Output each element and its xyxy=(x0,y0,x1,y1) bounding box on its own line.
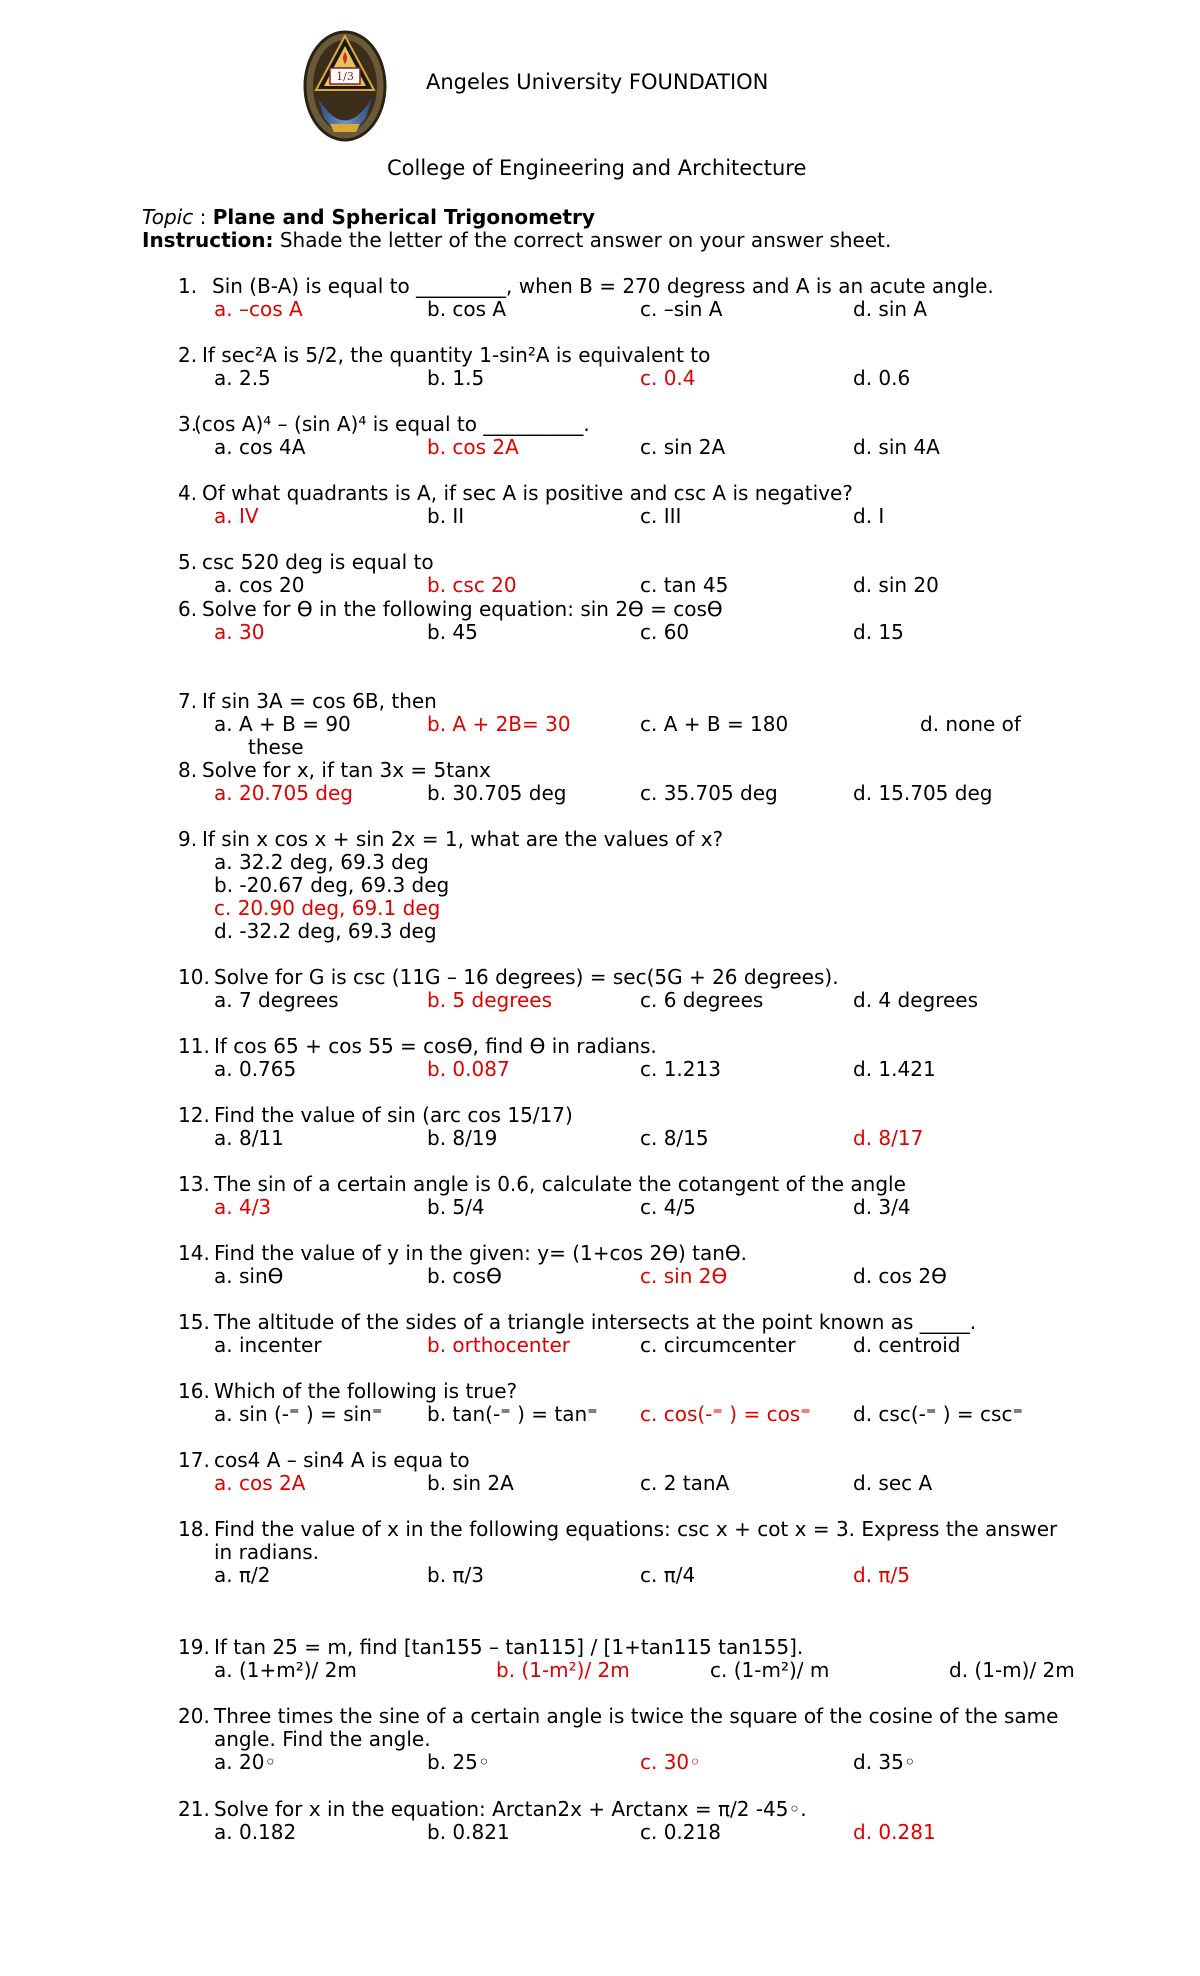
question-number: 20. xyxy=(178,1704,210,1728)
answer-option-a[interactable]: a. IV xyxy=(214,504,259,528)
question-number: 19. xyxy=(178,1635,210,1659)
answer-option-d[interactable]: d. sin 4A xyxy=(853,435,940,459)
answer-option-b[interactable]: b. cosϴ xyxy=(427,1264,502,1288)
answer-option-b[interactable]: b. orthocenter xyxy=(427,1333,570,1357)
answer-option-b[interactable]: b. tan(-⁼ ) = tan⁼ xyxy=(427,1402,598,1426)
answer-option-b[interactable]: b. 5/4 xyxy=(427,1195,485,1219)
question-number: 5. xyxy=(178,550,198,574)
question-number: 17. xyxy=(178,1448,210,1472)
answer-option-b[interactable]: b. 0.087 xyxy=(427,1057,510,1081)
answer-option-a[interactable]: a. 32.2 deg, 69.3 deg xyxy=(214,850,429,874)
answer-option-d[interactable]: d. π/5 xyxy=(853,1563,910,1587)
question-stem: (cos A)⁴ – (sin A)⁴ is equal to __________. xyxy=(194,412,590,436)
answer-option-c[interactable]: c. tan 45 xyxy=(640,573,729,597)
answer-option-d[interactable]: d. 0.281 xyxy=(853,1820,936,1844)
question-stem: Which of the following is true? xyxy=(214,1379,518,1403)
answer-option-a[interactable]: a. 8/11 xyxy=(214,1126,284,1150)
answer-option-c[interactable]: c. 35.705 deg xyxy=(640,781,778,805)
answer-option-b[interactable]: b. 8/19 xyxy=(427,1126,498,1150)
question-number: 11. xyxy=(178,1034,210,1058)
answer-option-b[interactable]: b. 30.705 deg xyxy=(427,781,567,805)
answer-option-d[interactable]: d. 1.421 xyxy=(853,1057,936,1081)
topic-label: Topic xyxy=(142,205,194,229)
answer-option-b[interactable]: b. 0.821 xyxy=(427,1820,510,1844)
answer-option-b[interactable]: b. -20.67 deg, 69.3 deg xyxy=(214,873,450,897)
question-number: 1. xyxy=(178,274,198,298)
question-stem: Solve for ϴ in the following equation: sin 2ϴ = cosϴ xyxy=(202,597,723,621)
answer-option-c[interactable]: c. –sin A xyxy=(640,297,723,321)
college-name: College of Engineering and Architecture xyxy=(387,156,807,180)
question-number: 14. xyxy=(178,1241,210,1265)
answer-option-d[interactable]: d. 4 degrees xyxy=(853,988,978,1012)
question-stem: Three times the sine of a certain angle is twice the square of the cosine of the same xyxy=(214,1704,1059,1728)
question-number: 13. xyxy=(178,1172,210,1196)
answer-option-b[interactable]: b. 1.5 xyxy=(427,366,485,390)
question-stem: If sin 3A = cos 6B, then xyxy=(202,689,437,713)
answer-option-b[interactable]: b. 25◦ xyxy=(427,1750,490,1774)
question-number: 15. xyxy=(178,1310,210,1334)
question-stem: Solve for x, if tan 3x = 5tanx xyxy=(202,758,491,782)
answer-option-b[interactable]: b. csc 20 xyxy=(427,573,517,597)
question-stem: angle. Find the angle. xyxy=(214,1727,431,1751)
question-stem: Find the value of x in the following equations: csc x + cot x = 3. Express the answer xyxy=(214,1517,1058,1541)
question-stem: in radians. xyxy=(214,1540,320,1564)
question-stem: cos4 A – sin4 A is equa to xyxy=(214,1448,470,1472)
answer-option-d[interactable]: d. -32.2 deg, 69.3 deg xyxy=(214,919,437,943)
question-stem: Solve for x in the equation: Arctan2x + Arctanx = π/2 -45◦. xyxy=(214,1797,807,1821)
question-number: 6. xyxy=(178,597,198,621)
seal-text: 1/3 xyxy=(336,70,354,83)
question-number: 16. xyxy=(178,1379,210,1403)
answer-option-d[interactable]: d. 15 xyxy=(853,620,904,644)
university-name: Angeles University FOUNDATION xyxy=(426,70,769,94)
answer-option-a[interactable]: a. 7 degrees xyxy=(214,988,339,1012)
question-stem: Find the value of y in the given: y= (1+cos 2ϴ) tanϴ. xyxy=(214,1241,748,1265)
question-stem: The sin of a certain angle is 0.6, calculate the cotangent of the angle xyxy=(214,1172,906,1196)
instruction-line xyxy=(142,229,891,252)
answer-option-b[interactable]: b. cos A xyxy=(427,297,507,321)
answer-option-c[interactable]: c. circumcenter xyxy=(640,1333,796,1357)
answer-option-d[interactable]: d. cos 2ϴ xyxy=(853,1264,947,1288)
university-seal-logo xyxy=(300,28,390,148)
answer-option-c[interactable]: c. 2 tanA xyxy=(640,1471,730,1495)
topic-line xyxy=(142,206,595,229)
topic-separator: : xyxy=(193,205,213,229)
answer-option-a[interactable]: a. –cos A xyxy=(214,297,303,321)
topic-value: Plane and Spherical Trigonometry xyxy=(212,205,595,229)
question-stem: Sin (B-A) is equal to _________, when B = 270 degress and A is an acute angle. xyxy=(212,274,994,298)
answer-option-a[interactable]: a. 2.5 xyxy=(214,366,271,390)
question-number: 7. xyxy=(178,689,198,713)
answer-option-a[interactable]: a. A + B = 90 xyxy=(214,712,351,736)
question-stem: If cos 65 + cos 55 = cosϴ, find ϴ in radians. xyxy=(214,1034,657,1058)
answer-option-a[interactable]: a. 30 xyxy=(214,620,265,644)
answer-option-c[interactable]: c. 0.218 xyxy=(640,1820,721,1844)
question-number: 9. xyxy=(178,827,198,851)
answer-option-a[interactable]: a. (1+m²)/ 2m xyxy=(214,1658,357,1682)
answer-option-c[interactable]: c. (1-m²)/ m xyxy=(710,1658,830,1682)
answer-option-d[interactable]: d. 0.6 xyxy=(853,366,911,390)
answer-option-d[interactable]: d. none of xyxy=(920,712,1021,736)
answer-option-a[interactable]: a. 0.182 xyxy=(214,1820,297,1844)
question-stem: If sec²A is 5/2, the quantity 1-sin²A is equivalent to xyxy=(202,343,711,367)
question-number: 4. xyxy=(178,481,198,505)
question-stem: The altitude of the sides of a triangle intersects at the point known as _____. xyxy=(214,1310,977,1334)
answer-option-c[interactable]: c. 20.90 deg, 69.1 deg xyxy=(214,896,441,920)
answer-option-c[interactable]: c. π/4 xyxy=(640,1563,696,1587)
question-number: 21. xyxy=(178,1797,210,1821)
answer-option-d[interactable]: d. sin 20 xyxy=(853,573,939,597)
answer-option-c[interactable]: c. A + B = 180 xyxy=(640,712,789,736)
question-stem: Solve for G is csc (11G – 16 degrees) = sec(5G + 26 degrees). xyxy=(214,965,839,989)
answer-option-a[interactable]: a. cos 20 xyxy=(214,573,305,597)
question-number: 8. xyxy=(178,758,198,782)
answer-option-b[interactable]: b. sin 2A xyxy=(427,1471,514,1495)
answer-option-c[interactable]: c. 0.4 xyxy=(640,366,696,390)
answer-option-c[interactable]: c. 8/15 xyxy=(640,1126,709,1150)
answer-option-a[interactable]: a. sinϴ xyxy=(214,1264,284,1288)
question-number: 3. xyxy=(178,412,198,436)
answer-option-d[interactable]: d. sec A xyxy=(853,1471,933,1495)
instruction-label: Instruction: xyxy=(142,228,274,252)
answer-option-b[interactable]: b. (1-m²)/ 2m xyxy=(496,1658,630,1682)
answer-option-d[interactable]: d. 8/17 xyxy=(853,1126,924,1150)
question-stem: If sin x cos x + sin 2x = 1, what are the values of x? xyxy=(202,827,724,851)
answer-option-c[interactable]: c. sin 2A xyxy=(640,435,726,459)
question-stem: csc 520 deg is equal to xyxy=(202,550,434,574)
answer-option-d[interactable]: d. 3/4 xyxy=(853,1195,911,1219)
answer-option-b[interactable]: b. cos 2A xyxy=(427,435,519,459)
answer-option-a[interactable]: a. cos 4A xyxy=(214,435,306,459)
question-number: 2. xyxy=(178,343,198,367)
answer-option-d[interactable]: d. (1-m)/ 2m xyxy=(949,1658,1075,1682)
answer-option-b[interactable]: b. π/3 xyxy=(427,1563,484,1587)
instruction-text: Shade the letter of the correct answer on your answer sheet. xyxy=(273,228,892,252)
question-number: 18. xyxy=(178,1517,210,1541)
answer-option-a[interactable]: a. π/2 xyxy=(214,1563,271,1587)
answer-option-d[interactable]: d. I xyxy=(853,504,885,528)
answer-option-d[interactable]: d. 15.705 deg xyxy=(853,781,993,805)
answer-option-d[interactable]: d. sin A xyxy=(853,297,928,321)
answer-option-a[interactable]: a. sin (-⁼ ) = sin⁼ xyxy=(214,1402,383,1426)
answer-option-a[interactable]: a. 20◦ xyxy=(214,1750,277,1774)
answer-option-c[interactable]: c. 6 degrees xyxy=(640,988,764,1012)
answer-option-d[interactable]: d. 35◦ xyxy=(853,1750,916,1774)
answer-option-c[interactable]: c. 4/5 xyxy=(640,1195,696,1219)
question-number: 12. xyxy=(178,1103,210,1127)
answer-option-c[interactable]: c. 60 xyxy=(640,620,690,644)
answer-option-b[interactable]: b. II xyxy=(427,504,465,528)
answer-option-c[interactable]: c. III xyxy=(640,504,682,528)
answer-option-a[interactable]: a. 20.705 deg xyxy=(214,781,354,805)
answer-option-c[interactable]: c. cos(-⁼ ) = cos⁼ xyxy=(640,1402,811,1426)
answer-option-d[interactable]: d. centroid xyxy=(853,1333,961,1357)
answer-option-a[interactable]: a. 4/3 xyxy=(214,1195,272,1219)
option-continuation: these xyxy=(248,735,304,759)
question-stem: Of what quadrants is A, if sec A is positive and csc A is negative? xyxy=(202,481,853,505)
answer-option-b[interactable]: b. 45 xyxy=(427,620,478,644)
answer-option-d[interactable]: d. csc(-⁼ ) = csc⁼ xyxy=(853,1402,1023,1426)
question-number: 10. xyxy=(178,965,210,989)
answer-option-b[interactable]: b. A + 2B= 30 xyxy=(427,712,571,736)
answer-option-a[interactable]: a. incenter xyxy=(214,1333,322,1357)
question-stem: Find the value of sin (arc cos 15/17) xyxy=(214,1103,573,1127)
answer-option-b[interactable]: b. 5 degrees xyxy=(427,988,552,1012)
answer-option-c[interactable]: c. 1.213 xyxy=(640,1057,721,1081)
answer-option-a[interactable]: a. cos 2A xyxy=(214,1471,306,1495)
question-stem: If tan 25 = m, find [tan155 – tan115] / [1+tan115 tan155]. xyxy=(214,1635,804,1659)
answer-option-c[interactable]: c. sin 2ϴ xyxy=(640,1264,728,1288)
answer-option-c[interactable]: c. 30◦ xyxy=(640,1750,701,1774)
answer-option-a[interactable]: a. 0.765 xyxy=(214,1057,297,1081)
